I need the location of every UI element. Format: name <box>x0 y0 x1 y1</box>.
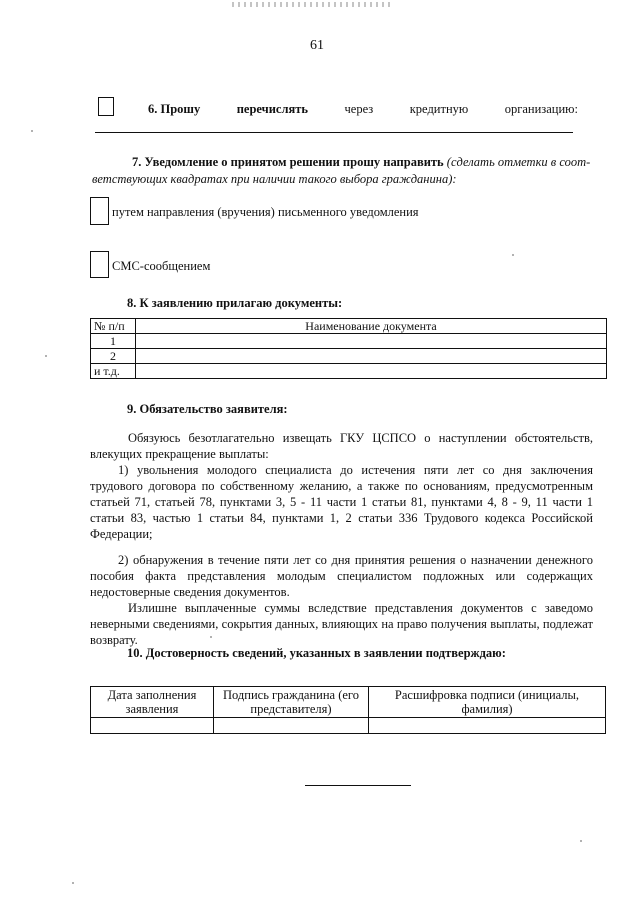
organization-fill-line[interactable] <box>95 132 573 133</box>
refund-paragraph: Излишне выплаченные суммы вследствие представления документов с заведомо неверными сведениями, сокрытия данных, влияющих на право получения выплаты, подлежат возврату. <box>90 601 593 647</box>
doc-name-cell[interactable] <box>136 349 607 364</box>
scan-speck <box>72 882 74 884</box>
date-header: Дата заполнения заявления <box>91 687 214 718</box>
sms-checkbox[interactable] <box>90 251 109 278</box>
section9-body <box>90 430 593 648</box>
section6-label: 6. Прошу <box>148 102 201 116</box>
section8-title: 8. К заявлению прилагаю документы: <box>127 296 343 310</box>
scan-speck <box>580 840 582 842</box>
obligation-item-1: 1) увольнения молодого специалиста до истечения пяти лет со дня заключения трудового договора по собственному желанию, а также по основаниям, предусмотренным статьей 71, статьей 78, пунктами 3, 5 - 11 части 1 статьи 81, пунктами 4, 8 - 9, 11 части 1 статьи 83, частью 1 статьи 84, пунктами 1, 2 статьи 336 Трудового кодекса Российской Федерации; <box>90 463 593 541</box>
row-num: 2 <box>91 349 136 364</box>
section6-word-via: через <box>344 102 374 116</box>
section6-word-transfer: перечислять <box>236 102 308 116</box>
section7-text <box>92 154 592 188</box>
section9-title: 9. Обязательство заявителя: <box>127 402 288 416</box>
signature-decode-field[interactable] <box>369 718 606 734</box>
date-field[interactable] <box>91 718 214 734</box>
scan-speck <box>31 130 33 132</box>
written-notice-label: путем направления (вручения) письменного уведомления <box>112 205 419 219</box>
confirmation-input-row <box>91 718 606 734</box>
scan-speck <box>210 636 212 638</box>
doc-name-cell[interactable] <box>136 334 607 349</box>
header-doc-name: Наименование документа <box>136 319 607 334</box>
signature-field[interactable] <box>214 718 369 734</box>
section6-word-credit: кредитную <box>409 102 469 116</box>
section7-note-end: ветствующих квадратах при наличии такого выбора гражданина): <box>92 172 457 186</box>
row-num: и т.д. <box>91 364 136 379</box>
obligation-paragraph: Обязуюсь безотлагательно извещать ГКУ ЦСПСО о наступлении обстоятельств, влекущих прекращение выплаты: <box>90 431 593 461</box>
table-row <box>91 334 607 349</box>
section7-title: 7. Уведомление о принятом решении прошу направить <box>132 155 444 169</box>
signature-header: Подпись гражданина (его представителя) <box>214 687 369 718</box>
table-row <box>91 349 607 364</box>
documents-header-row <box>91 319 607 334</box>
signature-decode-header: Расшифровка подписи (инициалы, фамилия) <box>369 687 606 718</box>
section6-word-organization: организацию: <box>504 102 578 116</box>
transfer-checkbox[interactable] <box>98 97 114 116</box>
section6-line <box>148 102 578 117</box>
section7-note-start: (сделать отметки в соот- <box>446 155 591 169</box>
doc-name-cell[interactable] <box>136 364 607 379</box>
scan-noise <box>232 2 392 7</box>
scan-speck <box>512 254 514 256</box>
signature-line[interactable] <box>305 785 411 786</box>
confirmation-table <box>90 686 606 734</box>
documents-table <box>90 318 607 379</box>
written-notice-checkbox[interactable] <box>90 197 109 225</box>
table-row <box>91 364 607 379</box>
obligation-item-2: 2) обнаружения в течение пяти лет со дня принятия решения о назначении денежного пособия факта представления молодым специалистом подложных или содержащих недостоверные сведения документов. <box>90 553 593 599</box>
scan-speck <box>45 355 47 357</box>
header-num: № п/п <box>91 319 136 334</box>
section10-title: 10. Достоверность сведений, указанных в заявлении подтверждаю: <box>127 646 506 660</box>
row-num: 1 <box>91 334 136 349</box>
confirmation-header-row <box>91 687 606 718</box>
sms-label: СМС-сообщением <box>112 259 211 273</box>
page-number: 61 <box>310 38 324 53</box>
